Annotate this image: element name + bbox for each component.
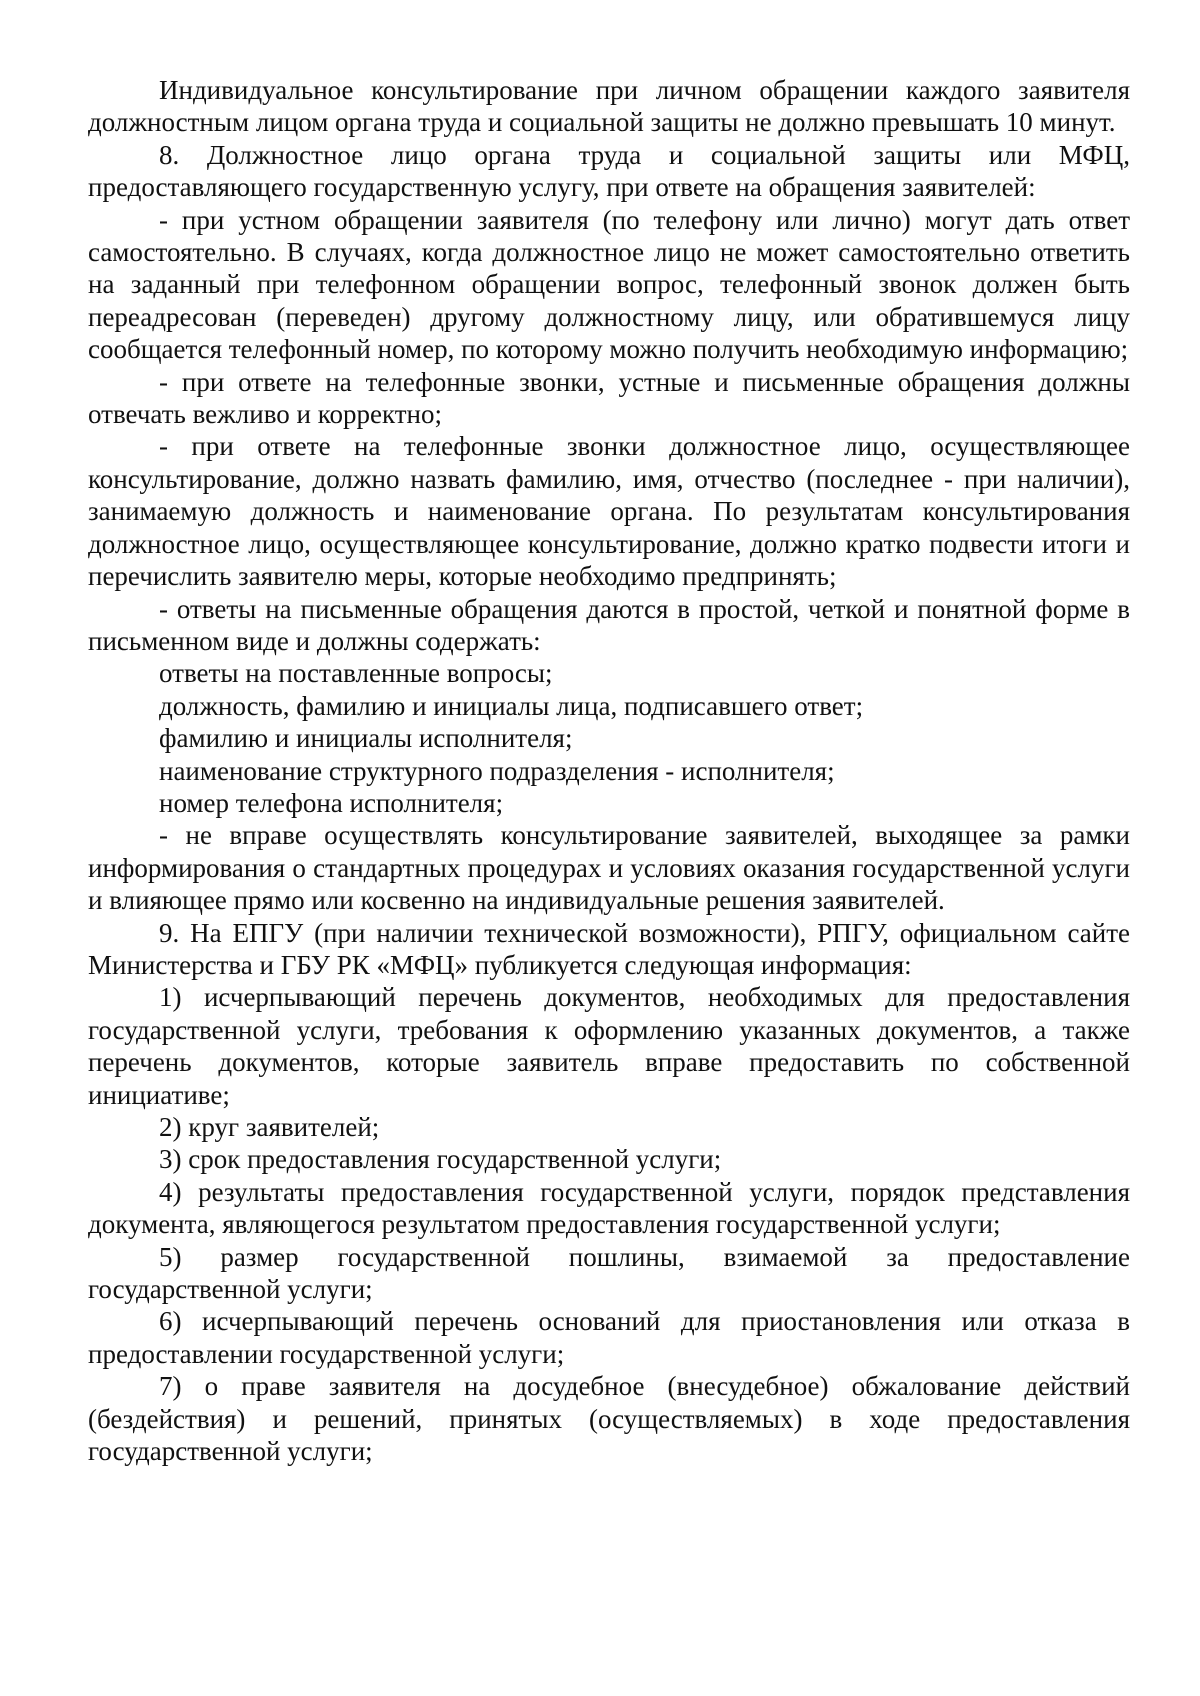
list-item-answers: ответы на поставленные вопросы; (159, 658, 553, 689)
list-item-department: наименование структурного подразделения - исполнителя; (159, 755, 835, 786)
paragraph-phone-calls: - при ответе на телефонные звонки должностное лицо, осуществляющее консультирование, должно назвать фамилию, имя, отчество (последнее - при наличии), занимаемую должность и наименование органа. По результатам консультирования должностное лицо, осуществляющее консультирование, должно кратко подвести итоги и перечислить заявителю меры, которые необходимо предпринять; (88, 431, 1130, 592)
list-item-4-results: 4) результаты предоставления государственной услуги, порядок представления документа, являющегося результатом предоставления государственной услуги; (88, 1176, 1130, 1240)
document-page (88, 74, 1130, 1467)
list-item-7-appeal: 7) о праве заявителя на досудебное (внесудебное) обжалование действий (бездействия) и решений, принятых (осуществляемых) в ходе предоставления государственной услуги; (88, 1371, 1130, 1467)
list-item-5-fee: 5) размер государственной пошлины, взимаемой за предоставление государственной услуги; (88, 1241, 1130, 1305)
list-item-3-term: 3) срок предоставления государственной услуги; (159, 1144, 722, 1175)
list-item-phone: номер телефона исполнителя; (159, 787, 504, 818)
list-item-2-applicants: 2) круг заявителей; (159, 1112, 380, 1142)
list-item-6-refusal: 6) исчерпывающий перечень оснований для приостановления или отказа в предоставлении государственной услуги; (88, 1306, 1130, 1369)
list-item-1-documents: 1) исчерпывающий перечень документов, необходимых для предоставления государственной услуги, требования к оформлению указанных документов, а также перечень документов, которые заявитель вправе предоставить по собственной инициативе; (88, 982, 1130, 1110)
paragraph-written-answers: - ответы на письменные обращения даются в простой, четкой и понятной форме в письменном виде и должны содержать: (88, 593, 1130, 656)
paragraph-item-9: 9. На ЕПГУ (при наличии технической возможности), РПГУ, официальном сайте Министерства и ГБУ РК «МФЦ» публикуется следующая информация: (88, 917, 1130, 980)
paragraph-item-8: 8. Должностное лицо органа труда и социальной защиты или МФЦ, предоставляющего государственную услугу, при ответе на обращения заявителей: (88, 139, 1130, 203)
paragraph-politeness: - при ответе на телефонные звонки, устные и письменные обращения должны отвечать вежливо и корректно; (88, 366, 1130, 430)
paragraph-consultation-limits: - не вправе осуществлять консультирование заявителей, выходящее за рамки информирования о стандартных процедурах и условиях оказания государственной услуги и влияющее прямо или косвенно на индивидуальные решения заявителей. (88, 820, 1130, 916)
list-item-signer: должность, фамилию и инициалы лица, подписавшего ответ; (159, 690, 864, 721)
paragraph-consultation-time: Индивидуальное консультирование при личном обращении каждого заявителя должностным лицом органа труда и социальной защиты не должно превышать 10 минут. (88, 75, 1130, 138)
paragraph-oral-request: - при устном обращении заявителя (по телефону или лично) могут дать ответ самостоятельно. В случаях, когда должностное лицо не может самостоятельно ответить на заданный при телефонном обращении вопрос, телефонный звонок должен быть переадресован (переведен) другому должностному лицу, или обратившемуся лицу сообщается телефонный номер, по которому можно получить необходимую информацию; (88, 204, 1130, 365)
list-item-executor: фамилию и инициалы исполнителя; (159, 723, 573, 754)
